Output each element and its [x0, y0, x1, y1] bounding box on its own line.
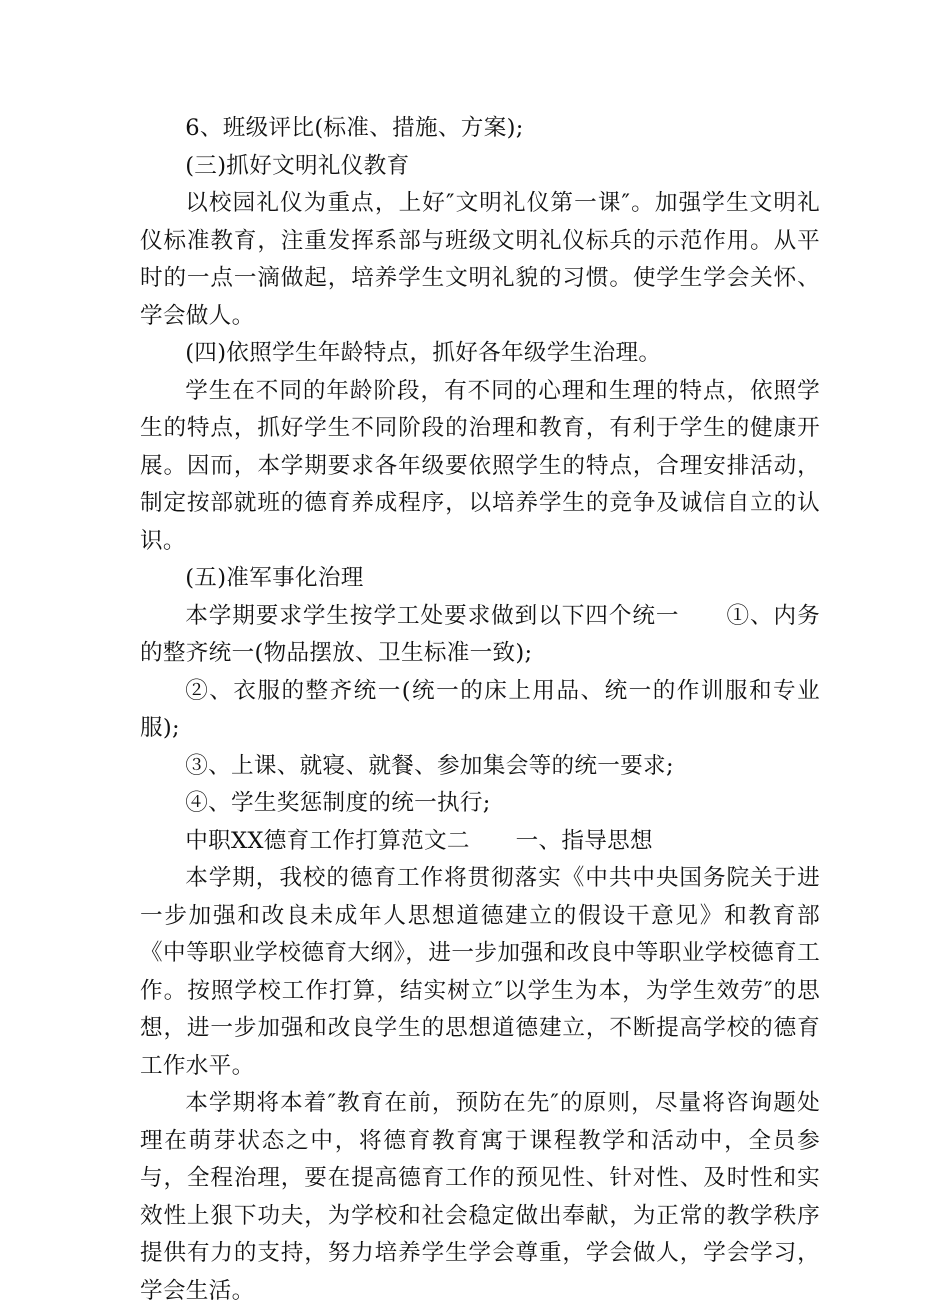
- paragraph-class-evaluation: 6、班级评比(标准、措施、方案);: [185, 115, 524, 141]
- heading-quasi-military-management: (五)准军事化治理: [185, 565, 364, 591]
- list-item-reward-punishment: ④、学生奖惩制度的统一执行;: [185, 790, 491, 816]
- paragraph-moral-education-policy: 本学期，我校的德育工作将贯彻落实《中共中央国务院关于进一步加强和改良未成年人思想道德建立的假设干意见》和教育部《中等职业学校德育大纲》，进一步加强和改良中等职业学校德育工作。按照学校工作打算，结实树立″以学生为本，为学生效劳″的思想，进一步加强和改良学生的思想道德建立，不断提高学校的德育工作水平。: [140, 865, 820, 1079]
- heading-sample-two-guiding-ideology: 中职XX德育工作打算范文二 一、指导思想: [185, 827, 653, 854]
- paragraph-four-unifications: 本学期要求学生按学工处要求做到以下四个统一 ①、内务的整齐统一(物品摆放、卫生标准一致);: [140, 602, 820, 666]
- paragraph-prevention-principle: 本学期将本着″教育在前，预防在先″的原则，尽量将咨询题处理在萌芽状态之中，将德育教育寓于课程教学和活动中，全员参与，全程治理，要在提高德育工作的预见性、针对性、及时性和实效性上狠下功夫，为学校和社会稳定做出奉献，为正常的教学秩序提供有力的支持，努力培养学生学会尊重，学会做人，学会学习，学会生活。: [140, 1090, 820, 1304]
- document-body: [140, 110, 820, 1310]
- list-item-routine-unification: ③、上课、就寝、就餐、参加集会等的统一要求;: [185, 752, 674, 779]
- list-item-clothing-unification: ②、衣服的整齐统一(统一的床上用品、统一的作训服和专业服);: [140, 677, 820, 741]
- heading-etiquette-education: (三)抓好文明礼仪教育: [185, 152, 410, 179]
- heading-age-characteristics: (四)依照学生年龄特点，抓好各年级学生治理。: [185, 340, 662, 366]
- paragraph-age-characteristics: 学生在不同的年龄阶段，有不同的心理和生理的特点，依照学生的特点，抓好学生不同阶段的治理和教育，有利于学生的健康开展。因而，本学期要求各年级要依照学生的特点，合理安排活动，制定按部就班的德育养成程序，以培养学生的竞争及诚信自立的认识。: [140, 377, 820, 554]
- paragraph-etiquette-education: 以校园礼仪为重点，上好″文明礼仪第一课″。加强学生文明礼仪标准教育，注重发挥系部与班级文明礼仪标兵的示范作用。从平时的一点一滴做起，培养学生文明礼貌的习惯。使学生学会关怀、学会做人。: [140, 190, 820, 329]
